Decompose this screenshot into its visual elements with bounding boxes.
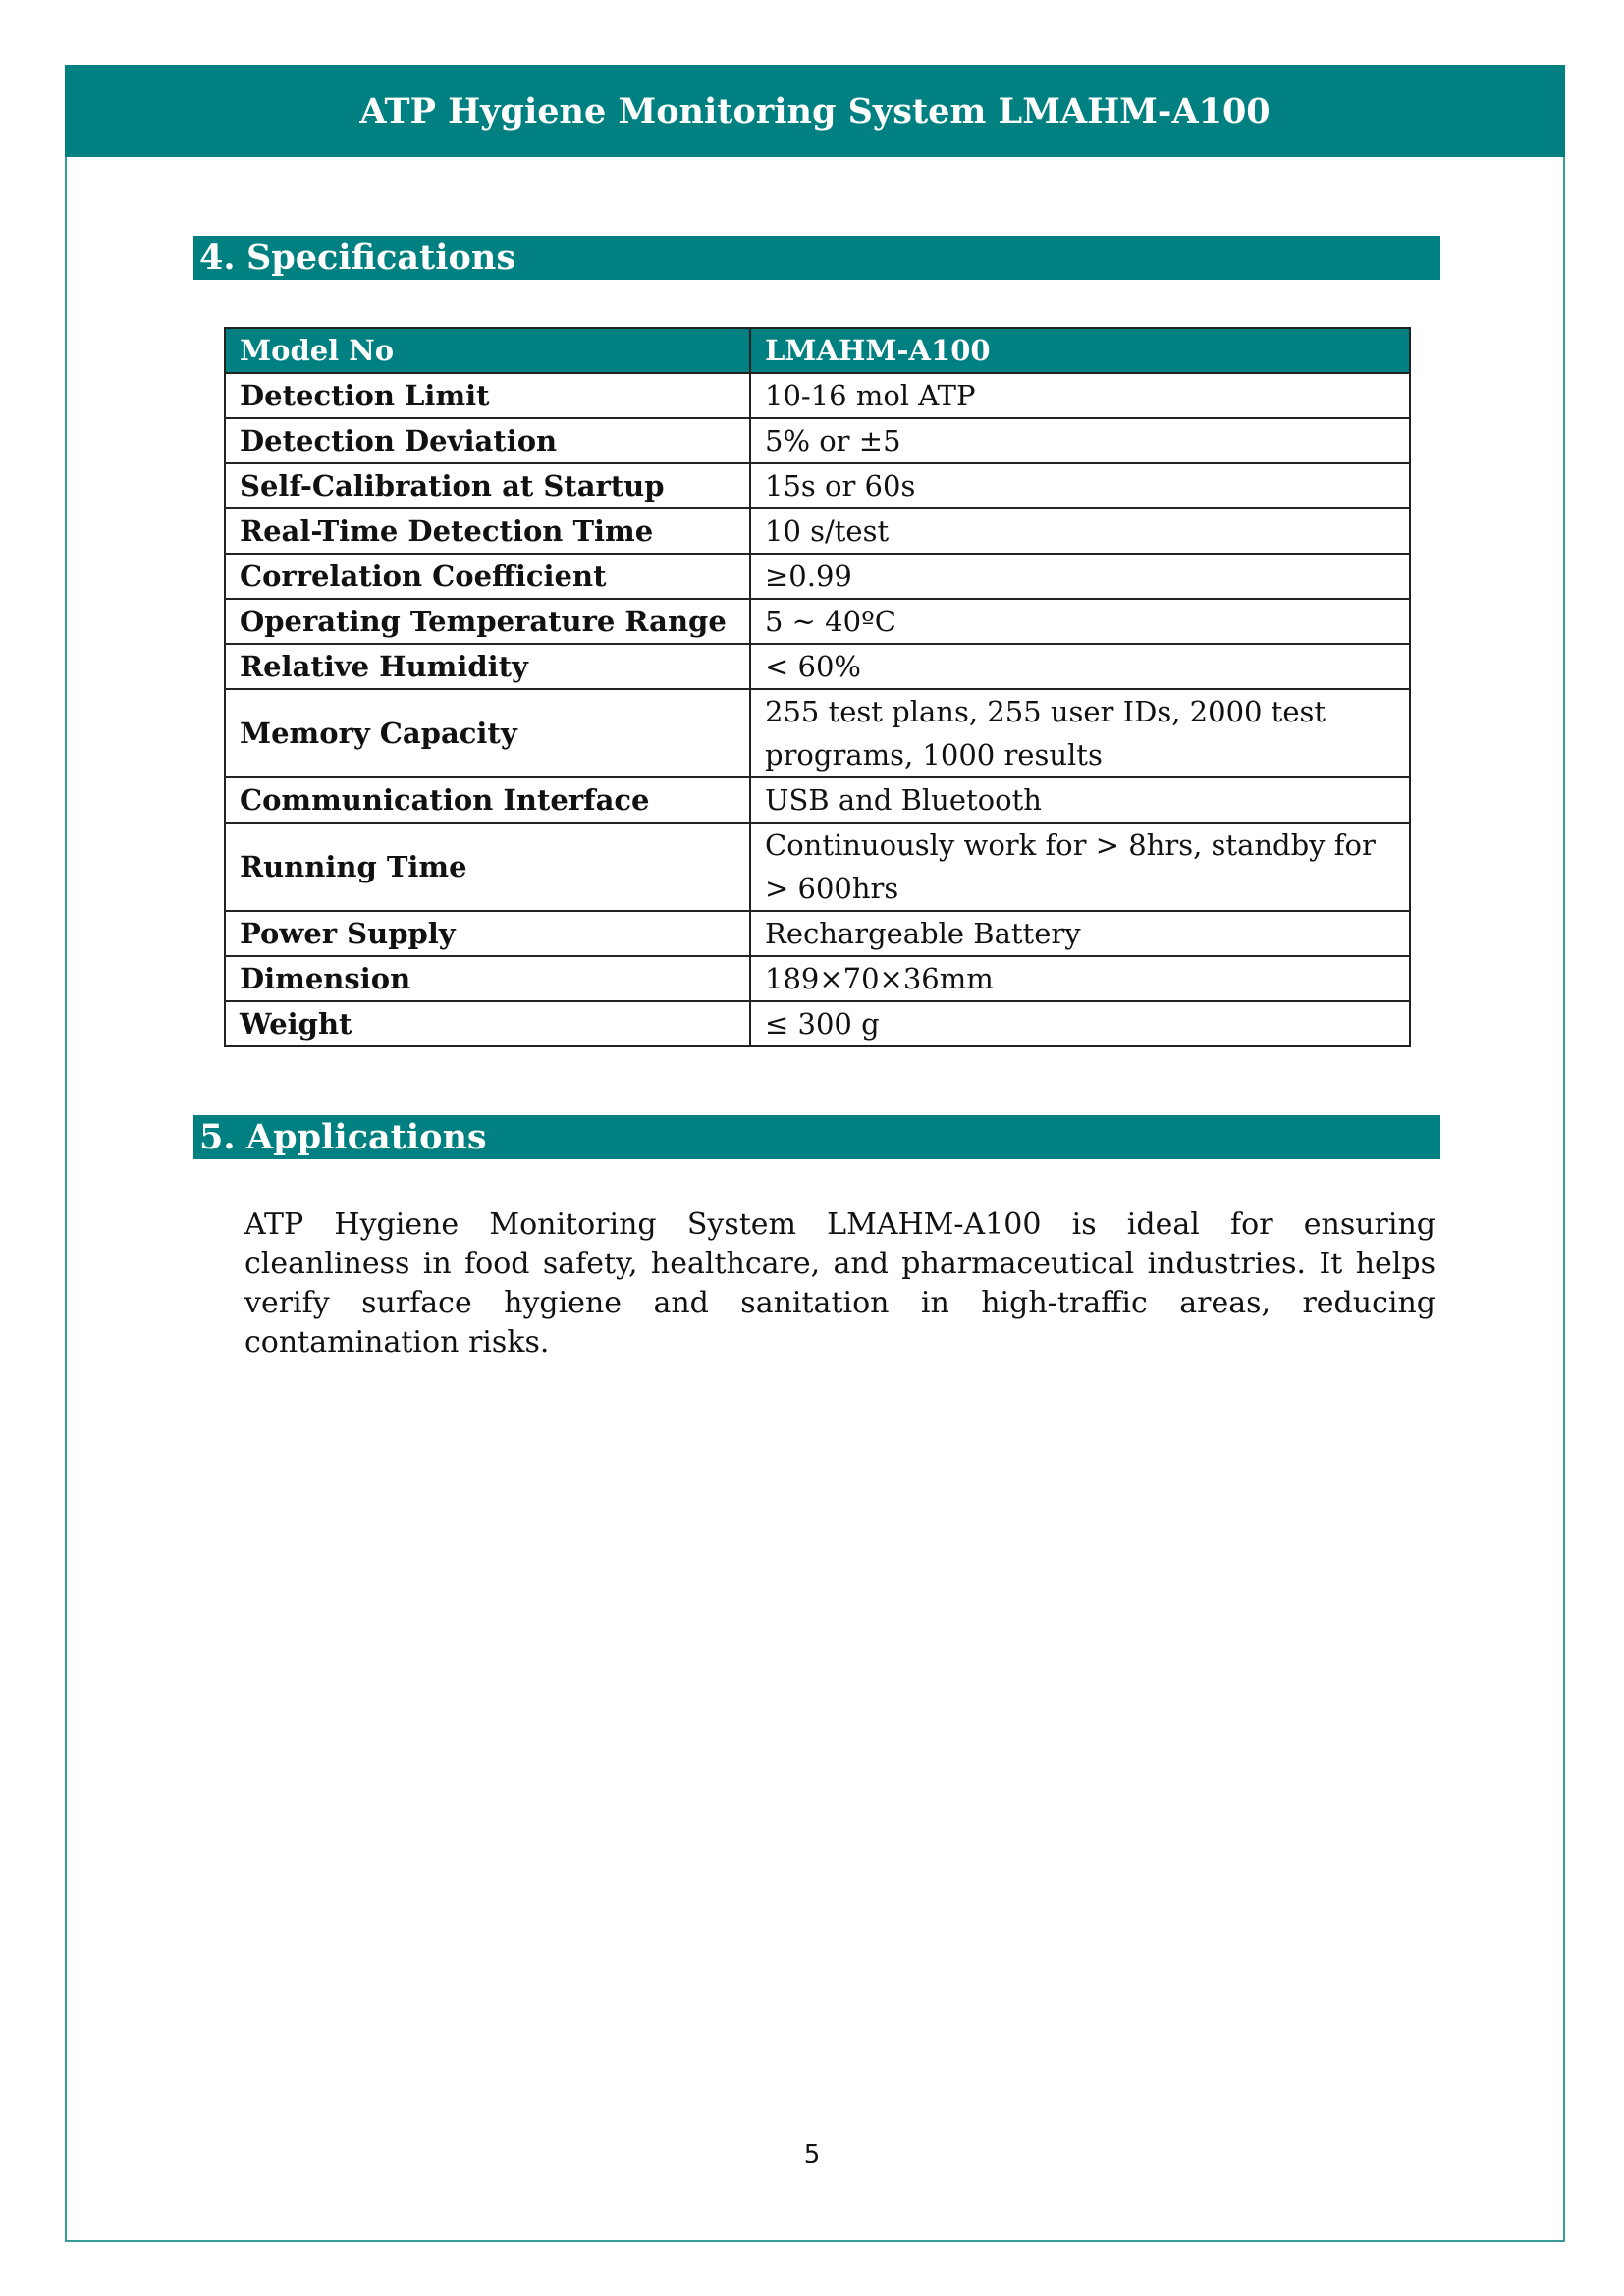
spec-value-cell: Rechargeable Battery: [750, 911, 1410, 956]
table-row: [225, 599, 1410, 644]
page-number: 5: [803, 2140, 821, 2169]
spec-label-cell: Relative Humidity: [225, 644, 750, 689]
spec-label-cell: Operating Temperature Range: [225, 599, 750, 644]
spec-label-cell: Communication Interface: [225, 777, 750, 823]
table-row: [225, 554, 1410, 599]
section-heading-applications: [193, 1115, 1440, 1159]
table-header-cell: LMAHM-A100: [750, 328, 1410, 373]
table-row: [225, 689, 1410, 777]
table-row: [225, 463, 1410, 508]
table-header-cell: Model No: [225, 328, 750, 373]
document-title: ATP Hygiene Monitoring System LMAHM-A100: [359, 90, 1271, 132]
table-row: [225, 418, 1410, 463]
spec-value-cell: 15s or 60s: [750, 463, 1410, 508]
spec-value-cell: ≤ 300 g: [750, 1001, 1410, 1046]
spec-value-cell: < 60%: [750, 644, 1410, 689]
spec-label-cell: Correlation Coefficient: [225, 554, 750, 599]
applications-paragraph: ATP Hygiene Monitoring System LMAHM-A100 is ideal for ensuring cleanliness in food safety, healthcare, and pharmaceutical industries. It helps verify surface hygiene and sanitation in high-traffic areas, reducing contamination risks.: [244, 1207, 1435, 1360]
spec-label-cell: Real-Time Detection Time: [225, 508, 750, 554]
table-row: [225, 823, 1410, 911]
table-row: [225, 373, 1410, 418]
table-row: [225, 508, 1410, 554]
table-row: [225, 1001, 1410, 1046]
table-row: [225, 911, 1410, 956]
specifications-table: [224, 327, 1411, 1047]
section-title: Applications: [246, 1117, 487, 1157]
spec-value-cell: 189×70×36mm: [750, 956, 1410, 1001]
table-row: [225, 644, 1410, 689]
spec-value-cell: USB and Bluetooth: [750, 777, 1410, 823]
spec-value-cell: 255 test plans, 255 user IDs, 2000 test programs, 1000 results: [750, 689, 1410, 777]
spec-label-cell: Detection Limit: [225, 373, 750, 418]
table-header-row: [225, 328, 1410, 373]
spec-label-cell: Detection Deviation: [225, 418, 750, 463]
spec-value-cell: 10-16 mol ATP: [750, 373, 1410, 418]
spec-value-cell: Continuously work for > 8hrs, standby for > 600hrs: [750, 823, 1410, 911]
section-number: 4.: [199, 238, 236, 278]
spec-value-cell: 5 ~ 40ºC: [750, 599, 1410, 644]
section-number: 5.: [199, 1117, 236, 1157]
spec-label-cell: Weight: [225, 1001, 750, 1046]
spec-label-cell: Self-Calibration at Startup: [225, 463, 750, 508]
spec-value-cell: ≥0.99: [750, 554, 1410, 599]
spec-value-cell: 10 s/test: [750, 508, 1410, 554]
spec-label-cell: Dimension: [225, 956, 750, 1001]
spec-value-cell: 5% or ±5: [750, 418, 1410, 463]
table-row: [225, 956, 1410, 1001]
spec-label-cell: Power Supply: [225, 911, 750, 956]
spec-label-cell: Running Time: [225, 823, 750, 911]
section-title: Specifications: [246, 238, 516, 278]
section-heading-specifications: [193, 236, 1440, 280]
document-header-banner: [65, 65, 1565, 157]
table-row: [225, 777, 1410, 823]
spec-label-cell: Memory Capacity: [225, 689, 750, 777]
